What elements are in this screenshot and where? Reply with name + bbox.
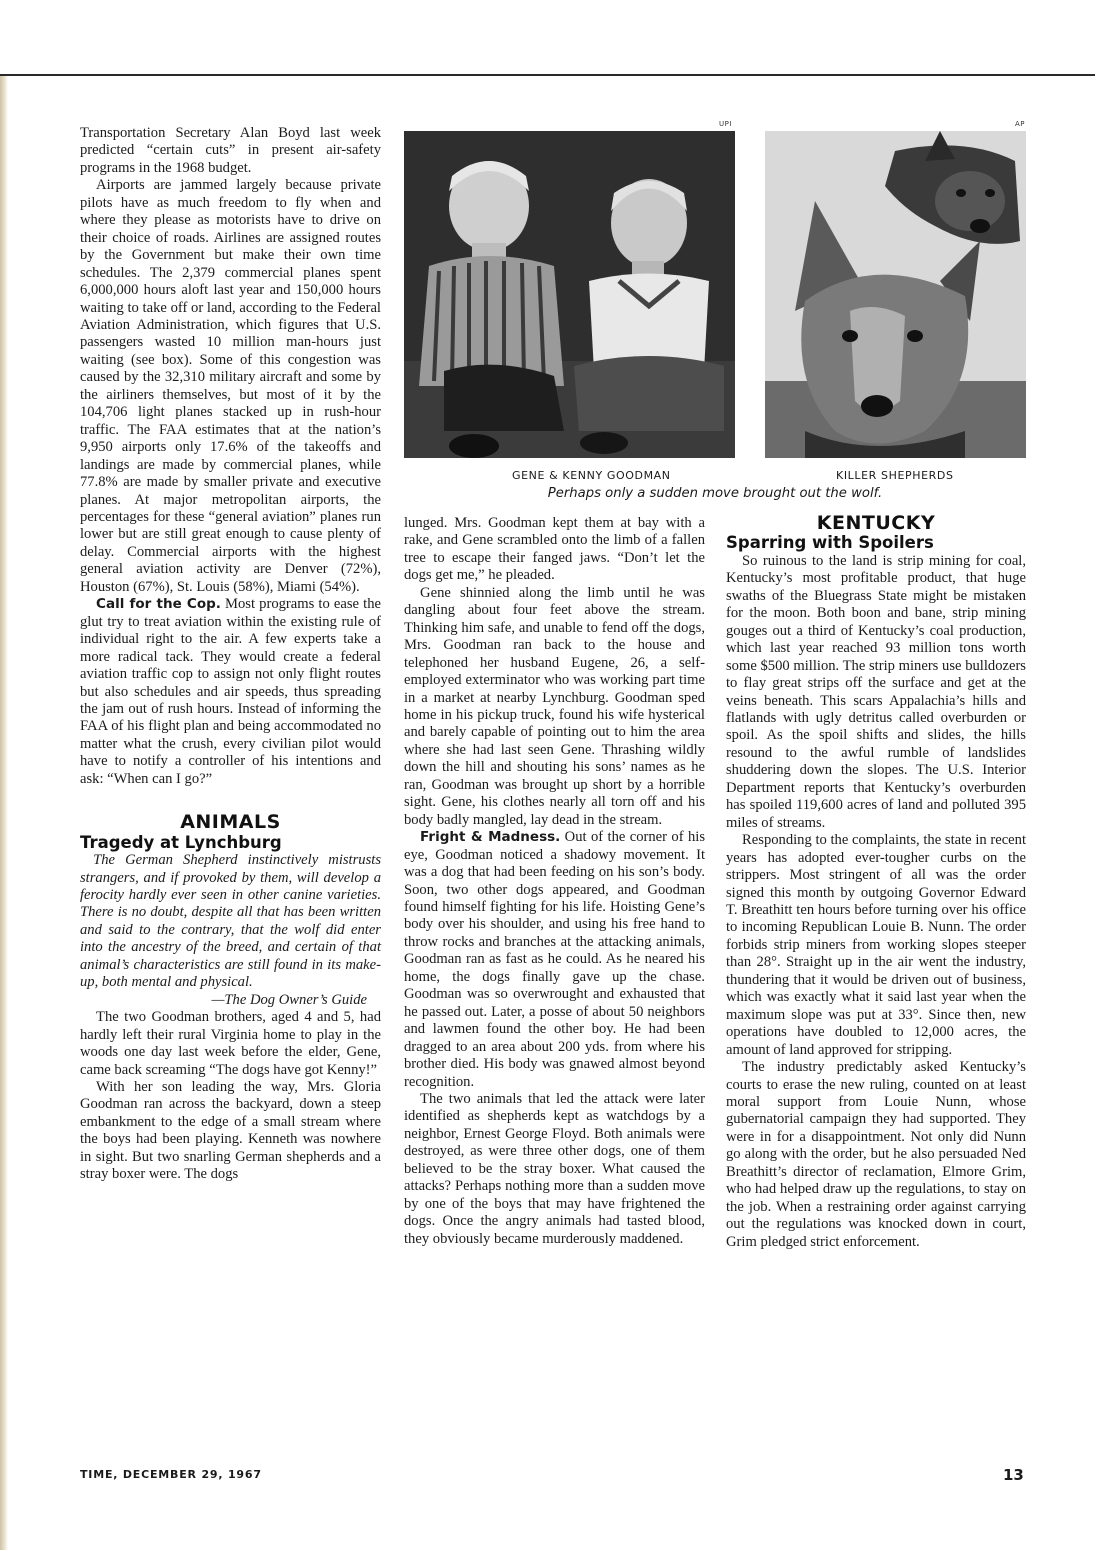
photo-caption-label: KILLER SHEPHERDS xyxy=(836,469,954,482)
body-text: Most programs to ease the glut try to treat aviation within the existing rule of individual right to the air. A few experts take a more radical tack. They would create a federal aviation traffic cop to assign not only flight routes but also schedules and air speeds, thus spreading the jam out of rush hours. Instead of informing the FAA of his flight plan and being accommodated no matter what the crush, every civilian pilot would have to notify a controller of his intentions and ask: “When can I go?” xyxy=(80,596,381,787)
body-paragraph: With her son leading the way, Mrs. Gloria Goodman ran across the backyard, down a steep embankment to the edge of a small stream where the boys had been playing. Kenneth was nowhere in sight. But two snarling German shepherds and a stray boxer were. The dogs xyxy=(80,1079,381,1183)
body-paragraph: So ruinous to the land is strip mining for coal, Kentucky’s most profitable product, that huge swaths of the Bluegrass State might be mistaken for the moon. Both boon and bane, strip mining gouges out a third of Kentucky’s coal production, which last year reached 93 million tons worth some $500 million. The strip miners use bulldozers to flay great strips off the surface and get at the veins beneath. This scars Appalachia’s hills and flatlands with ugly detritus called overburden or spoil. As the spoil shifts and slides, the hills resound to the awful rumble of landslides shuddering down the slopes. The U.S. Interior Department reports that Kentucky’s overburden has spoiled 119,600 acres of land and polluted 395 miles of streams. xyxy=(726,552,1026,831)
story-headline-animals: Tragedy at Lynchburg xyxy=(80,832,282,852)
body-paragraph: Responding to the complaints, the state in recent years has adopted ever-tougher curbs on the strippers. Most stringent of all was the order signed this month by outgoing Governor Edward T. Breathitt ten hours before turning over his office to incoming Republican Louie B. Nunn. The order forbids strip miners from working slopes steeper than 28°. Straight up in the air went the industry, thundering that it would be driven out of business, which was exactly what it said last year when the maximum slope was put at 33°. Since then, new operations have doubled to 12,000 acres, the amount of land approved for stripping. xyxy=(726,832,1026,1058)
epigraph-source: —The Dog Owner’s Guide xyxy=(211,991,367,1008)
body-text: Out of the corner of his eye, Goodman noticed a shadowy movement. It was a dog that had been feeding on his son’s body. Soon, two other dogs appeared, and Goodman found himself fighting for his life. Hoisting Gene’s body over his shoulder, and using his free hand to throw rocks and branches at the attacking animals, Goodman ran as fast as he could. As he neared his home, the dogs finally gave up the chase. Goodman was so overwrought and exhausted that he passed out. Later, a posse of about 50 neighbors and lawmen found the other boy. He had been dragged to an area about 200 yds. from where his brother died. His body was gnawed almost beyond recognition. xyxy=(404,829,705,1090)
page-number: 13 xyxy=(1003,1466,1024,1484)
body-paragraph: The industry predictably asked Kentucky’s courts to erase the new ruling, counted on at least moral support from Louie Nunn, whose gubernatorial campaign they had supported. They were in for a disappointment. Not only did Nunn go along with the order, but he also persuaded Ned Breathitt’s director of reclamation, Elmore Grim, who had helped draw up the regulations, to stay on the job. When a restraining order against carrying out the regulations was knocked down in court, Grim pledged strict enforcement. xyxy=(726,1059,1026,1250)
body-paragraph: The two Goodman brothers, aged 4 and 5, had hardly left their rural Virginia home to play in the woods one day last week before the elder, Gene, came back screaming “The dogs have got Kenny!” xyxy=(80,1009,381,1078)
column-2 xyxy=(404,515,705,1248)
section-head-animals: ANIMALS xyxy=(180,811,281,834)
photo-caption-label: GENE & KENNY GOODMAN xyxy=(512,469,671,482)
subhead: Fright & Madness. xyxy=(420,829,561,846)
story-headline-kentucky: Sparring with Spoilers xyxy=(726,533,934,553)
issue-footer: TIME, DECEMBER 29, 1967 xyxy=(80,1468,262,1481)
body-paragraph: lunged. Mrs. Goodman kept them at bay with a rake, and Gene scrambled onto the limb of a fallen tree to escape their fanged jaws. “Don’t let the dogs get me,” he pleaded. xyxy=(404,515,705,584)
body-paragraph: Transportation Secretary Alan Boyd last week predicted “certain cuts” in present air-safety programs in the 1968 budget. xyxy=(80,125,381,176)
subhead: Call for the Cop. xyxy=(96,596,221,613)
photo-shepherds xyxy=(765,131,1026,458)
photo-goodman-boys xyxy=(404,131,735,458)
body-paragraph: Airports are jammed largely because private pilots have as much freedom to fly when and where they please as motorists have to drive on their choice of roads. Airlines are assigned routes by the Government but make their own time schedules. The 2,379 commercial planes spent 6,000,000 hours aloft last year and 150,000 hours waiting to take off or land, according to the Federal Aviation Administration, which figures that U.S. passengers wasted 10 million man-hours just waiting (see box). Some of this congestion was caused by the 32,310 military aircraft and some by the airliners themselves, but most of it by the 104,706 light planes stacked up in rush-hour traffic. The FAA estimates that at the nation’s 9,950 airports only 17.6% of the takeoffs and landings are made by commercial planes, while 77.8% are made by smaller private and executive planes. At major metropolitan airports, the percentages for these “general aviation” planes run lower but are still great enough to cause plenty of delay. Commercial airports with the highest general aviation activity are Denver (72%), Houston (67%), St. Louis (58%), Miami (54%). xyxy=(80,177,381,595)
epigraph-text: The German Shepherd instinctively mistrusts strangers, and if provoked by them, will develop a ferocity hardly ever seen in other canine varieties. There is no doubt, despite all that has been written and said to the contrary, that the wolf did enter into the ancestry of the breed, and certain of that animal’s characteristics are still found in its make-up, both mental and physical. xyxy=(80,852,381,991)
photo-caption: Perhaps only a sudden move brought out the wolf. xyxy=(547,486,883,501)
body-paragraph xyxy=(80,596,381,788)
section-head-kentucky: KENTUCKY xyxy=(816,512,936,534)
photo-credit: UPI xyxy=(719,120,732,128)
epigraph xyxy=(80,852,381,1009)
body-paragraph: Gene shinnied along the limb until he was dangling about four feet above the stream. Thinking him safe, and unable to fend off the dogs, Mrs. Goodman ran back to the house and telephoned her husband Eugene, 26, a self-employed exterminator who was working part time in a market at nearby Lynchburg. Goodman sped home in his pickup truck, found his wife hysterical and barely capable of pointing out to him the area where she had last seen Gene. Thrashing wildly down the hill and shouting his sons’ names as he ran, Goodman was brought up short by a horrible sight. Gene, his clothes nearly all torn off and his body badly mangled, lay dead in the stream. xyxy=(404,584,705,828)
boys-photo-art xyxy=(404,131,735,458)
photo-credit: AP xyxy=(1015,120,1026,128)
top-rule xyxy=(0,74,1095,76)
body-paragraph: The two animals that led the attack were later identified as shepherds kept as watchdogs by a neighbor, Ernest George Floyd. Both animals were destroyed, as were three other dogs, one of them believed to be the stray boxer. What caused the attacks? Perhaps nothing more than a sudden move by one of the boys that may have frightened the dogs. Once the angry animals had tasted blood, they obviously became murderously maddened. xyxy=(404,1090,705,1247)
column-1 xyxy=(80,125,381,1184)
page-edge-shadow xyxy=(0,76,8,1550)
dogs-photo-art xyxy=(765,131,1026,458)
body-paragraph xyxy=(404,829,705,1091)
column-3 xyxy=(726,512,1026,1251)
